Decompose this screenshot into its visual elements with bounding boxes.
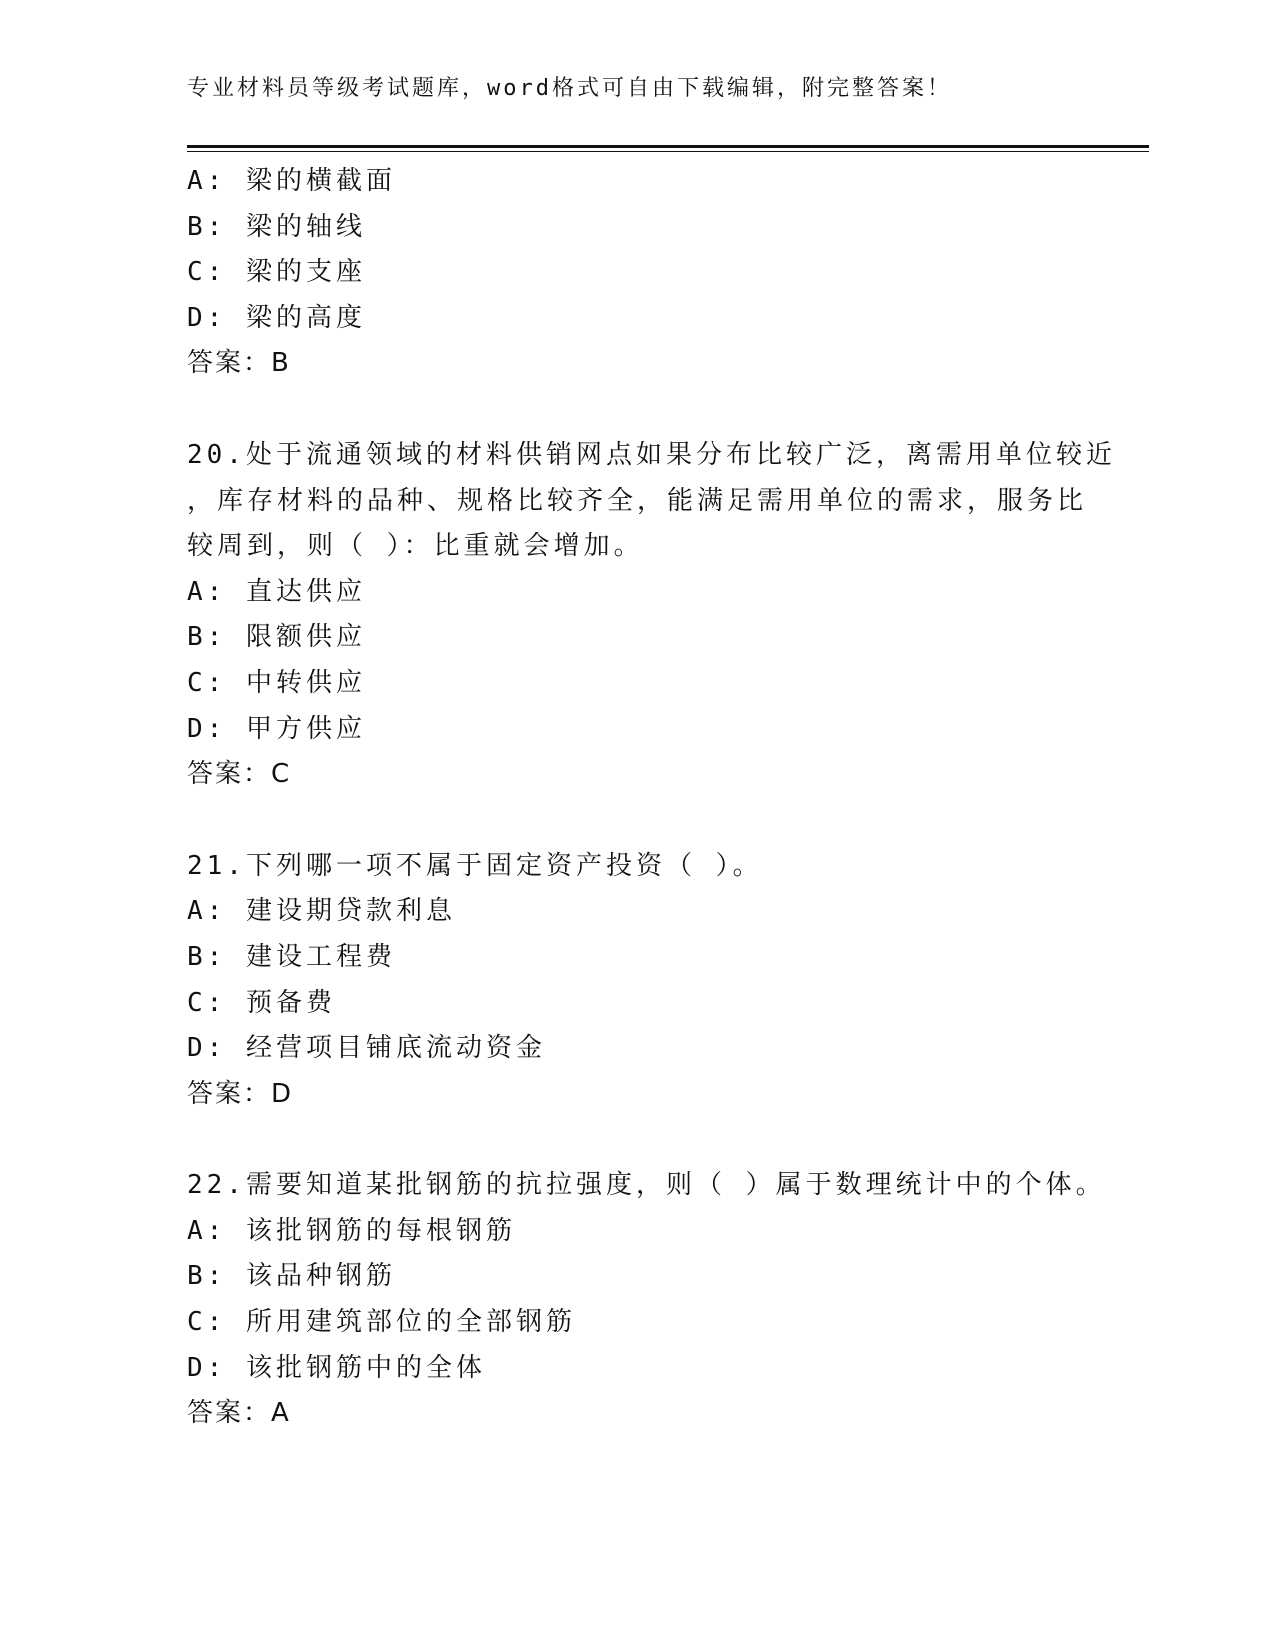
- page-header: 专业材料员等级考试题库，word格式可自由下载编辑，附完整答案！: [187, 76, 952, 101]
- answer: 答案：D: [187, 1078, 294, 1109]
- question-stem-line: 22.需要知道某批钢筋的抗拉强度，则（ ）属于数理统计中的个体。: [187, 1170, 1106, 1201]
- header-rule: [187, 145, 1149, 152]
- option-b: B: 建设工程费: [187, 941, 396, 972]
- question-21-block: [187, 844, 1087, 1118]
- question-stem-line: 较周到，则（ ）：比重就会增加。: [187, 531, 644, 562]
- option-d: D: 甲方供应: [187, 713, 366, 744]
- option-d: D: 该批钢筋中的全体: [187, 1352, 486, 1383]
- answer: 答案：B: [187, 348, 291, 379]
- option-d: D: 梁的高度: [187, 302, 366, 333]
- question-stem-line: ，库存材料的品种、规格比较齐全，能满足需用单位的需求，服务比: [187, 485, 1088, 516]
- option-b: B: 梁的轴线: [187, 211, 366, 242]
- option-a: A: 直达供应: [187, 576, 366, 607]
- option-a: A: 梁的横截面: [187, 166, 396, 196]
- option-a: A: 该批钢筋的每根钢筋: [187, 1215, 516, 1246]
- option-c: C: 梁的支座: [187, 257, 366, 288]
- question-20-block: [187, 433, 1116, 798]
- option-c: C: 预备费: [187, 987, 336, 1018]
- option-b: B: 限额供应: [187, 622, 366, 653]
- option-d: D: 经营项目铺底流动资金: [187, 1033, 546, 1064]
- question-22-block: [187, 1163, 1106, 1437]
- question-19-block: [187, 159, 1087, 387]
- option-c: C: 所用建筑部位的全部钢筋: [187, 1307, 576, 1338]
- question-stem-line: 20.处于流通领域的材料供销网点如果分布比较广泛，离需用单位较近: [187, 439, 1116, 470]
- option-c: C: 中转供应: [187, 667, 366, 698]
- answer: 答案：A: [187, 1398, 291, 1429]
- question-content: [187, 159, 1116, 1437]
- option-a: A: 建设期贷款利息: [187, 896, 456, 927]
- option-b: B: 该品种钢筋: [187, 1261, 396, 1292]
- answer: 答案：C: [187, 759, 292, 790]
- question-stem-line: 21.下列哪一项不属于固定资产投资（ ）。: [187, 850, 763, 881]
